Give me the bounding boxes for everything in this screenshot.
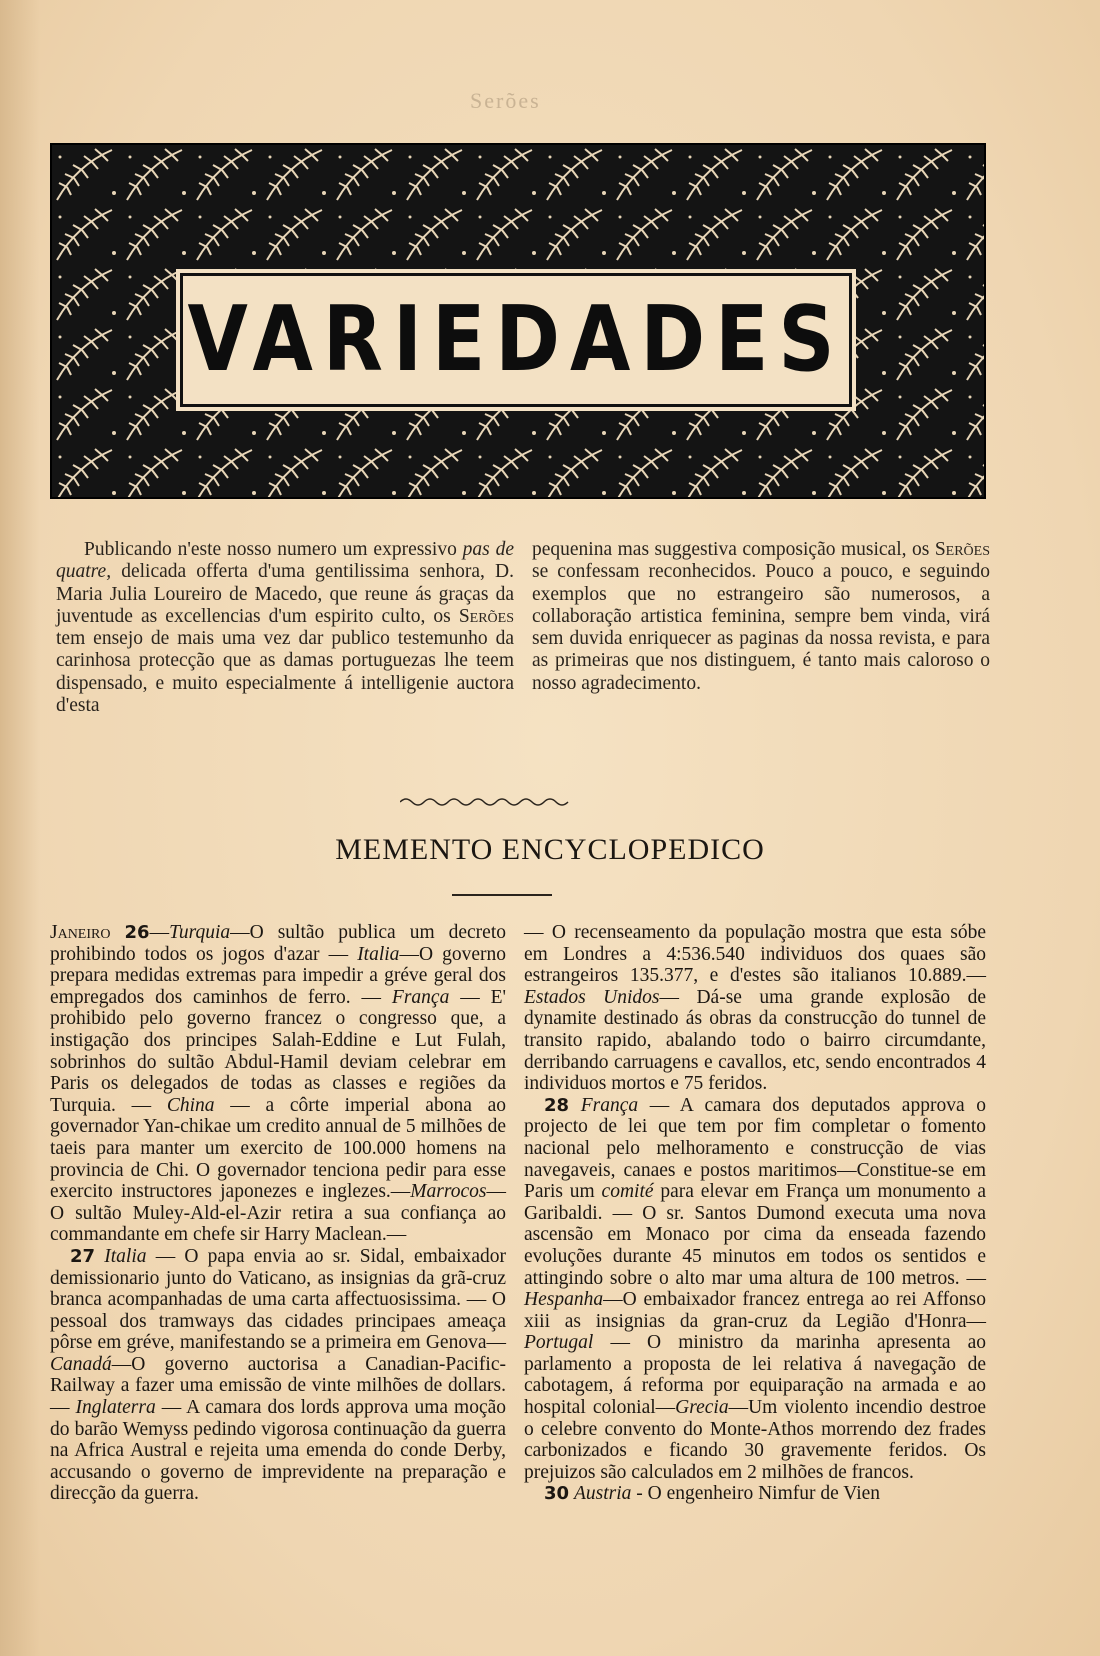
entry-text: —O governo auctorisa a Canadian-Pacific-Railway a fazer uma emissão de vinte milhões de dollars. —	[50, 1353, 506, 1419]
intro-text: tem ensejo de mais uma vez dar publico testemunho da carinhosa protecção que as damas portuguezas lhe teem dispensado, e muito especialmente á intelligenie auctora d'esta	[56, 628, 514, 717]
section-title: MEMENTO ENCYCLOPEDICO	[335, 833, 765, 866]
country-label: Estados Unidos	[524, 986, 660, 1008]
intro-text: pequenina mas suggestiva composição musical, os	[532, 539, 935, 560]
entry-paragraph	[50, 1246, 506, 1505]
month-label: Janeiro	[50, 922, 111, 943]
entry-paragraph	[524, 1095, 986, 1484]
banner-title: VARIEDADES	[187, 288, 845, 392]
country-label: Italia	[357, 943, 400, 965]
intro-left-paragraph	[56, 539, 514, 717]
memento-right-column	[524, 922, 986, 1505]
entry-text: — Dá-se uma grande explosão de dynamite destinado ás obras da construcção do tunnel de transito rapido, abalando todo o bairro circumdante, derribando carruagens e cavallos, etc, sendo encontrados 4 individuos mortos e 75 feridos.	[524, 986, 986, 1095]
country-label: Portugal	[524, 1332, 594, 1354]
entry-text: — O recenseamento da população mostra que esta sóbe em Londres a 4:536.540 individuos dos quaes são estrangeiros 135.377, e d'estes são italianos 10.889.—	[524, 922, 986, 987]
country-label: Canadá	[50, 1353, 112, 1375]
variedades-banner	[50, 143, 986, 499]
running-head: Serões	[470, 88, 541, 113]
ornament-divider-icon	[400, 795, 640, 809]
banner-title-box	[180, 273, 852, 407]
entry-text: — A camara dos deputados approva o projecto de lei que tem por fim completar o fomento nacional pelo melhoramento e construcção de vias navegaveis, canaes e postos maritimos—Constitue-se em Paris um	[524, 1094, 987, 1203]
entry-paragraph	[524, 922, 986, 1095]
day-number: 26	[124, 922, 150, 943]
intro-emphasis: pas de quatre,	[56, 539, 514, 583]
intro-right-column	[532, 539, 990, 695]
entry-text: —O embaixador francez entrega ao rei Affonso xiii as insignias da gran-cruz da Legião d'Honra—	[524, 1289, 986, 1332]
entry-text: para elevar em França um monumento a Garibaldi. — O sr. Santos Dumond executa uma nova ascensão em Monaco por cima da enseada fazendo evoluções durante 45 minutos em todos os sentidos e attingindo sobre o alto mar uma altura de 100 metros. —	[524, 1181, 986, 1289]
entry-text: — O sultão Muley-Ald-el-Azir retira a sua confiança ao commandante em chefe sir Harry Maclean.—	[50, 1181, 506, 1246]
section-rule	[452, 894, 552, 896]
intro-text: Publicando n'este nosso numero um expressivo	[84, 539, 463, 560]
intro-text: se confessam reconhecidos. Pouco a pouco, e seguindo exemplos que no estrangeiro são numerosos, a collaboração artistica feminina, sempre bem vinda, virá sem duvida enriquecer as paginas da nossa revista, e para as primeiras que nos distinguem, é tanto mais caloroso o nosso agradecimento.	[532, 561, 990, 694]
day-number: 27	[70, 1245, 96, 1267]
page-fold-shadow	[0, 0, 40, 1656]
country-label: Italia	[104, 1245, 147, 1267]
entry-text: — O papa envia ao sr. Sidal, embaixador demissionario junto do Vaticano, as insignias da grã-cruz branca acompanhadas de uma carta affectuosissima. — O pessoal dos tramways das cidades principaes ameaça pôrse em gréve, manifestando se a primeira em Genova—	[50, 1245, 506, 1354]
country-label: Austria	[573, 1483, 632, 1505]
entry-text: —	[149, 922, 170, 943]
entry-text: — E' prohibido pelo governo francez o congresso que, a instigação dos principes Salah-Eddine e Lut Fulah, sobrinhos do sultão Abdul-Hamil deviam celebrar em Paris os delegados de todas as classes e regiões da Turquia. —	[50, 986, 506, 1116]
country-label: Hespanha	[524, 1289, 604, 1311]
entry-text: —O governo prepara medidas extremas para impedir a gréve geral dos empregados dos caminhos de ferro. —	[50, 943, 507, 1008]
country-label: Turquia	[169, 922, 231, 943]
entry-paragraph	[50, 922, 506, 1246]
country-label: Marrocos	[410, 1181, 487, 1203]
intro-text: delicada offerta d'uma gentilissima senhora, D. Maria Julia Loureiro de Macedo, que reune ás graças da juventude as excellencias d'um espirito culto, os	[56, 561, 514, 627]
entry-text: —Um violento incendio destroe o celebre convento do Monte-Athos morrendo dez frades carbonizados e ficando 30 gravemente feridos. Os prejuizos são calculados em 2 milhões de francos.	[524, 1397, 986, 1483]
entry-text: - O engenheiro Nimfur de Vien	[631, 1483, 881, 1505]
intro-smallcaps: Serões	[458, 605, 514, 627]
memento-left-column	[50, 922, 506, 1505]
entry-text: —O sultão publica um decreto prohibindo todos os jogos d'azar —	[50, 922, 507, 965]
intro-right-paragraph	[532, 539, 990, 695]
day-number: 30	[544, 1483, 570, 1505]
entry-text: — A camara dos lords approva uma moção do barão Wemyss pedindo vigorosa continuação da guerra na Africa Austral e rejeita uma emenda do conde Derby, accusando o governo de imprevidente na preparação e direcção da guerra.	[50, 1397, 507, 1505]
country-label: Inglaterra	[75, 1397, 156, 1419]
entry-text: — a côrte imperial abona ao governador Yan-chikae um credito annual de 5 milhões de taeis para manter um exercito de 100.000 homens na provincia de Chi. O governador tenciona pedir para esse exercito instructores japonezes e inglezes.—	[50, 1094, 506, 1203]
country-label: China	[166, 1094, 215, 1116]
country-label: Grecia	[675, 1397, 729, 1419]
intro-smallcaps: Serões	[934, 539, 990, 560]
country-label: França	[580, 1094, 639, 1116]
emphasis-word: comité	[601, 1181, 654, 1203]
entry-text: — O ministro da marinha apresenta ao parlamento a proposta de lei relativa á navegação de cabotagem, á reforma por equiparação na armada e ao hospital colonial—	[524, 1332, 986, 1419]
day-number: 28	[544, 1094, 570, 1116]
country-label: França	[391, 986, 450, 1008]
intro-left-column	[56, 539, 514, 717]
entry-paragraph	[524, 1483, 986, 1505]
